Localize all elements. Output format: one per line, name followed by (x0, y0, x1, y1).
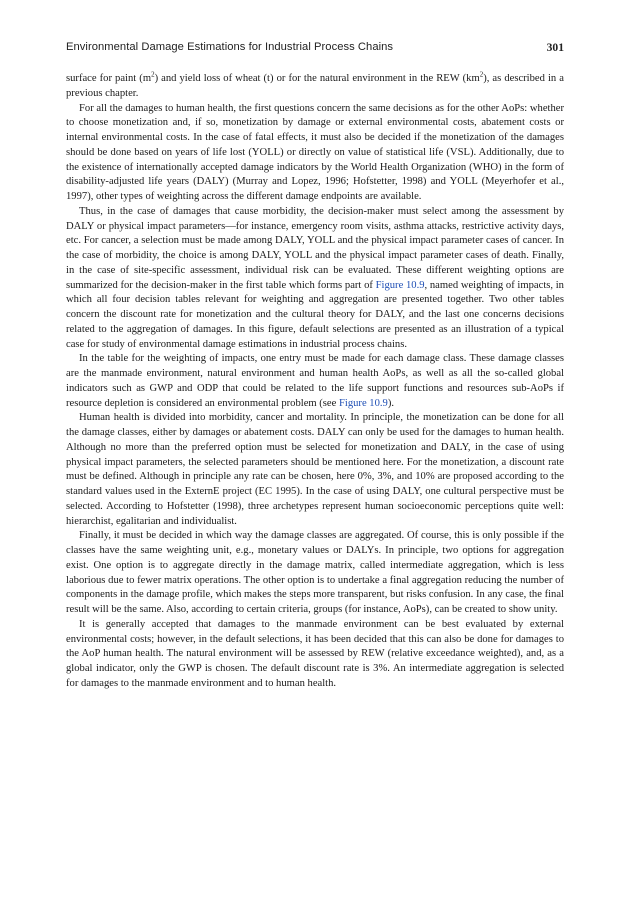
paragraph-3-text-before: Thus, in the case of damages that cause morbidity, the decision-maker must select among the assessment by DALY or physical impact parameters—for instance, emergency room visits, asthma attacks, restrictive activity days, etc. For cancer, a selection must be made among DALY, YOLL and the physical impact parameter cases of cancer. In the case of morbidity, the choice is among DALY, YOLL and the physical impact parameter cases of death. Finally, in the case of site-specific assessment, individual risk can be evaluated. These different weighting options are summarized for the decision-maker in the first table which forms part of (66, 205, 564, 291)
paragraph-1-text-e: ), as described in a previous chapter. (66, 73, 564, 99)
figure-10-9-link[interactable]: Figure 10.9 (339, 397, 388, 409)
page-header (66, 41, 564, 59)
paragraph-2: For all the damages to human health, the first questions concern the same decisions as for the other AoPs: whether to choose monetization and, if so, monetization by damage or external environmental costs, abatement costs or internal environmental costs. In the case of fatal effects, it must also be decided if the monetization of the damages should be done based on years of life lost (YOLL) or directly on value of statistical life (VSL). Additionally, due to the existence of internationally accepted damage indicators by the World Health Organization (WHO) in the form of disability-adjusted life years (DALY) (Murray and Lopez, 1996; Hofstetter, 1998) and YOLL (Meyerhofer et al., 1997), other types of weighting across the different damage endpoints are available. (66, 102, 564, 202)
page-number: 301 (546, 41, 564, 54)
paragraph-4 (66, 352, 564, 411)
paragraph-4-text-before: In the table for the weighting of impacts, one entry must be made for each damage class. These damage classes are the manmade environment, natural environment and human health AoPs, as well as all the so-called global indicators such as GWP and ODP that could be related to the life support functions and resources sub-AoPs if resource depletion is considered an environmental problem (see (66, 353, 564, 409)
running-title: Environmental Damage Estimations for Industrial Process Chains (66, 41, 394, 53)
paragraph-5: Human health is divided into morbidity, cancer and mortality. In principle, the monetization can be done for all the damage classes, either by damages or abatement costs. DALY can only be used for the damages to human health. Although no more than the preferred option must be selected for monetization and DALY, in the case of using physical impact parameters, the selected parameters should be mentioned here. For the monetization, a discount rate must be defined. Although in principle any rate can be chosen, here 0%, 3%, and 10% are proposed according to the standard values used in the ExternE project (EC 1995). In the case of using DALY, one cultural perspective must be selected. According to Hofstetter (1998), three archetypes represent human socioeconomic perceptions quite well: hierarchist, egalitarian and individualist. (66, 412, 564, 527)
body-text (66, 72, 564, 692)
paragraph-3 (66, 205, 564, 353)
paragraph-3-text-after: , named weighting of impacts, in which all four decision tables relevant for weighting and aggregation are presented together. Two other tables concern the discount rate for monetization and the cultural theory for DALY, and the last one concerns decisions related to the aggregation of damages. In this figure, default selections are presented as an illustration of a typical case for study of environmental damage estimations in industrial process chains. (66, 279, 564, 350)
paragraph-6: Finally, it must be decided in which way the damage classes are aggregated. Of course, this is only possible if the classes have the same weighting unit, e.g., monetary values or DALYs. In principle, two options for aggregation exist. One option is to aggregate directly in the damage matrix, called intermediate aggregation, which is less laborious due to fewer matrix operations. The other option is to undertake a final aggregation reducing the number of components in the damage profile, which makes the steps more transparent, but risks confusion. In any case, the final result will be the same. Also, according to certain criteria, groups (for instance, AoPs), can be created to show unity. (66, 530, 564, 615)
superscript-2: 2 (479, 70, 484, 79)
paragraph-1-text-c: ) and yield loss of wheat (t) or for the natural environment in the REW (km (154, 73, 480, 84)
paragraph-4-text-after: ). (387, 397, 395, 409)
paragraph-1 (66, 72, 564, 102)
figure-10-9-link[interactable]: Figure 10.9 (375, 279, 425, 291)
paragraph-1-text-a: surface for paint (m (66, 73, 152, 84)
paragraph-7: It is generally accepted that damages to the manmade environment can be best evaluated by external environmental costs; however, in the default selections, it has been decided that this can also be done for damages to the AoP human health. The natural environment will be assessed by REW (relative exceedance weighted), and, as a global indicator, only the GWP is chosen. The default discount rate is 3%. An intermediate aggregation is selected for damages to the manmade environment and to human health. (66, 618, 564, 689)
superscript-2: 2 (151, 70, 155, 79)
